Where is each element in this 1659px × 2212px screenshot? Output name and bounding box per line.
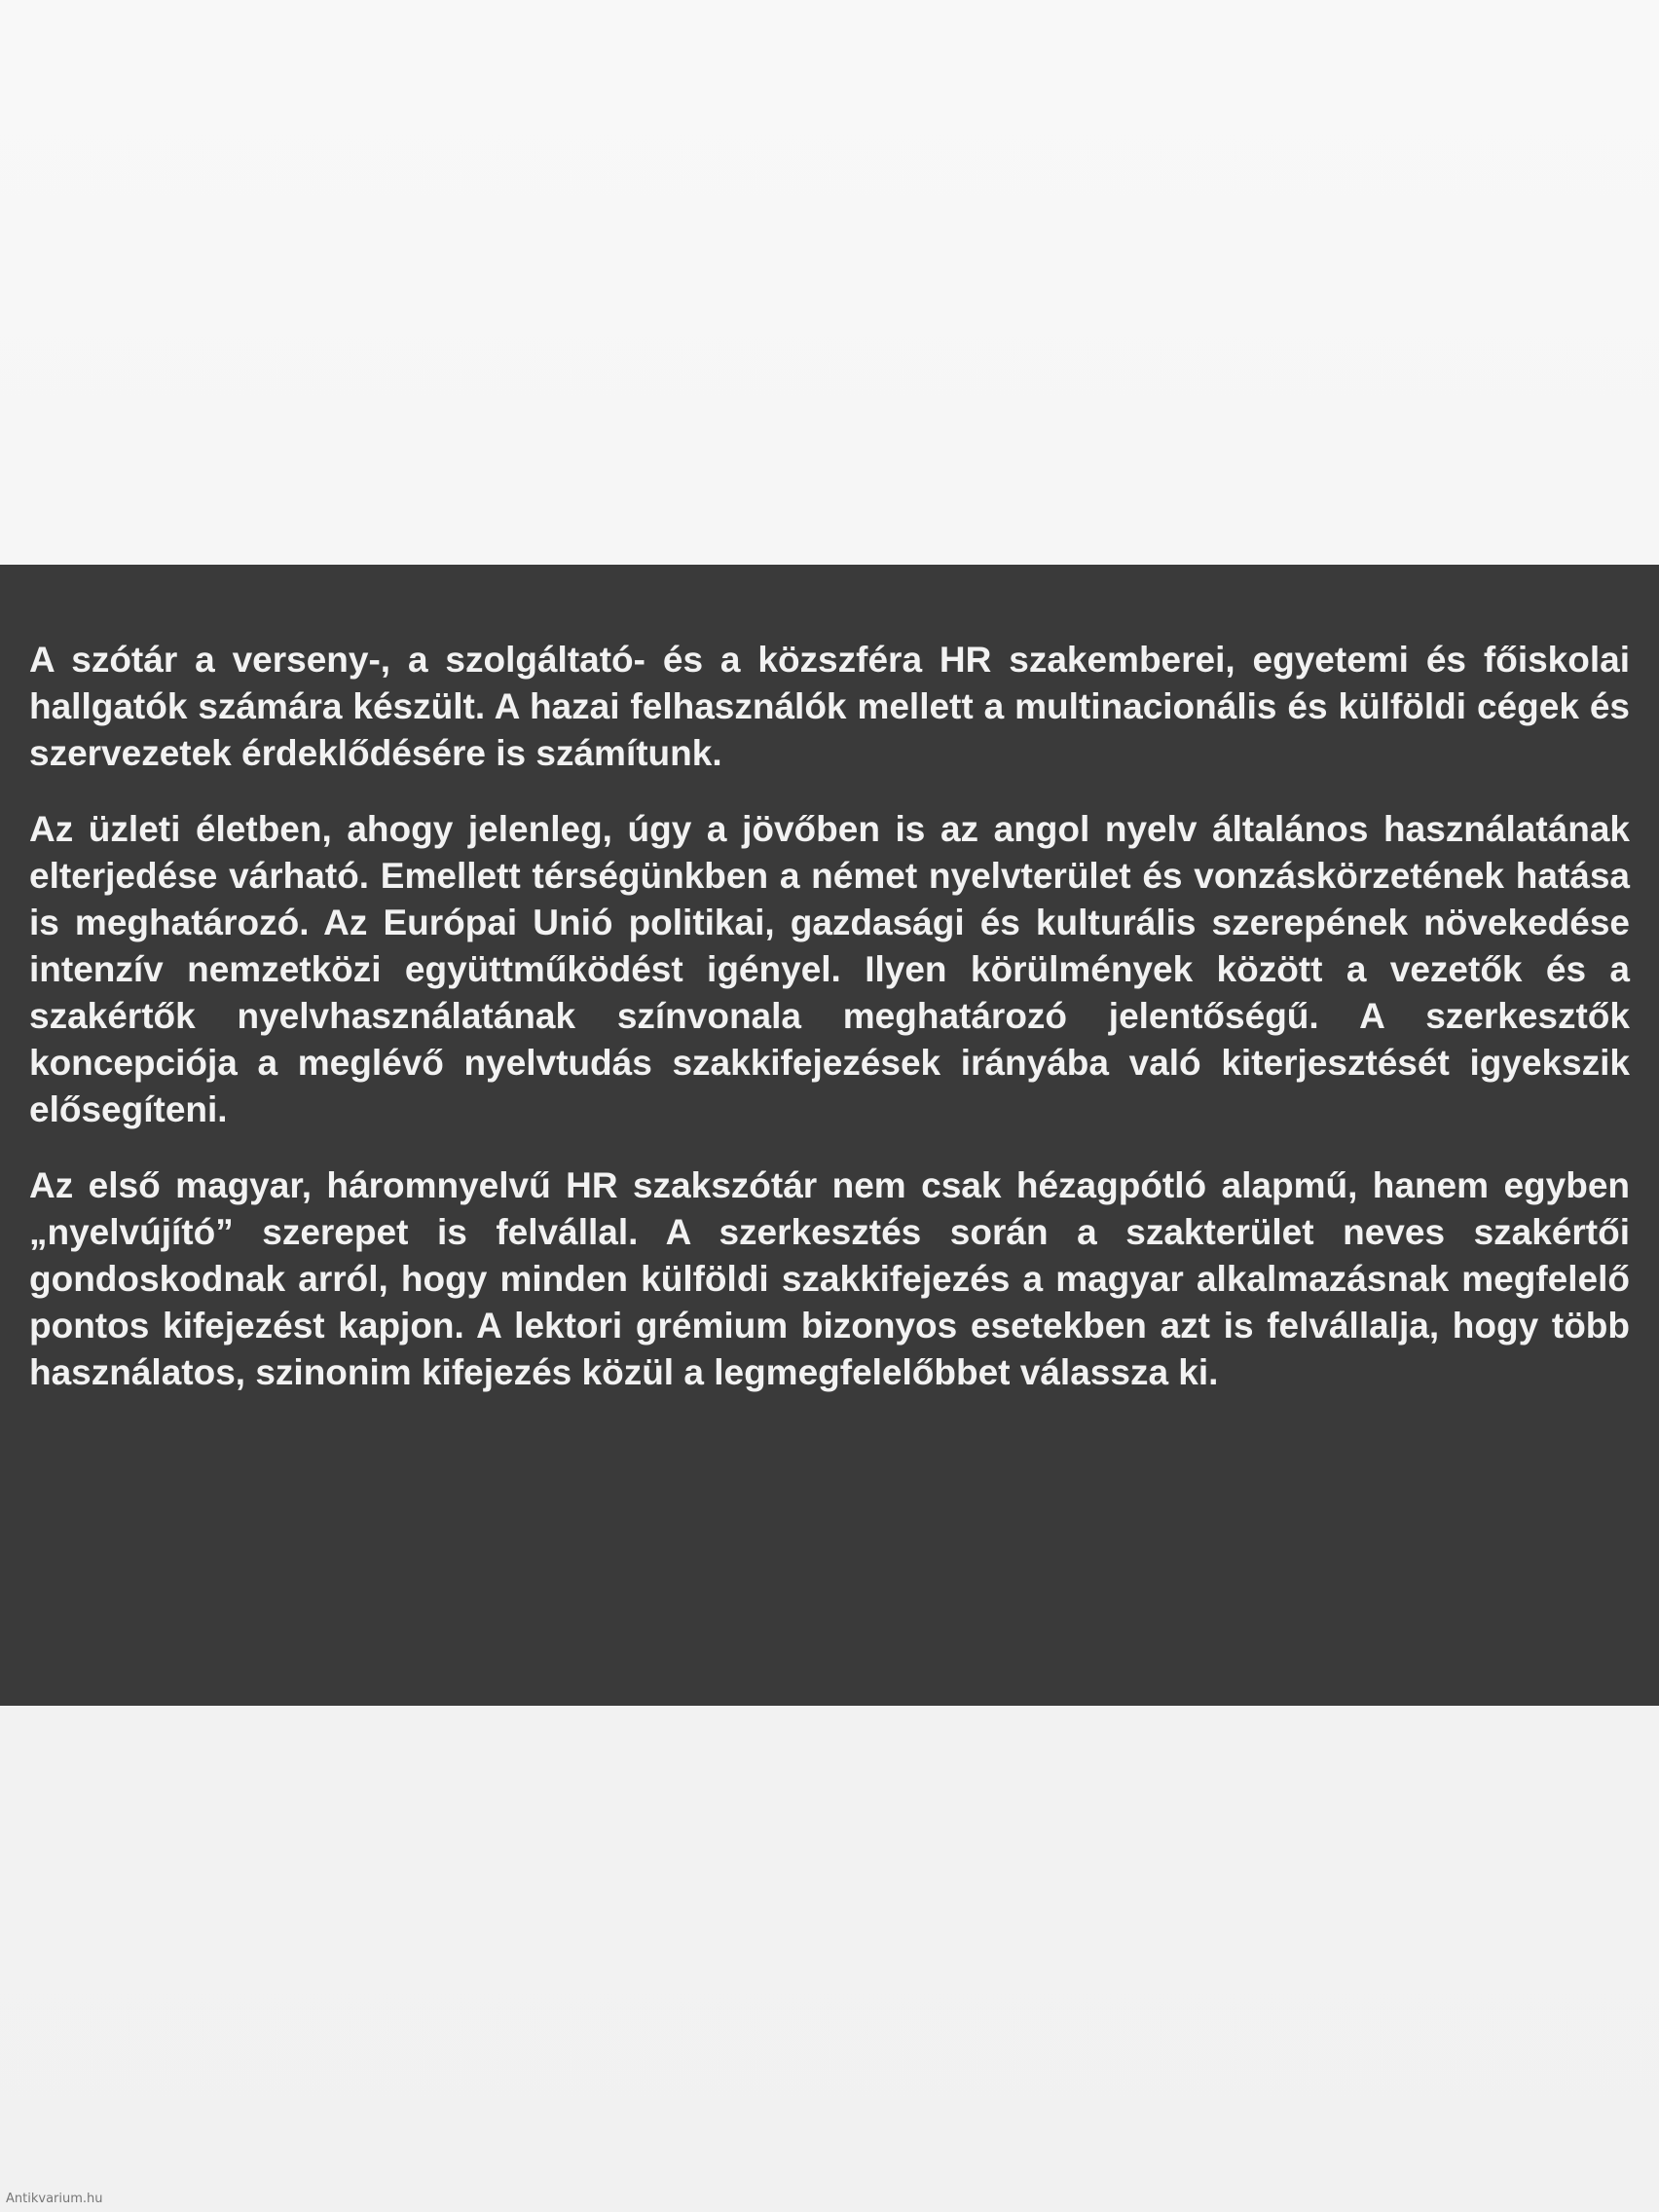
paragraph-purpose: Az első magyar, háromnyelvű HR szakszótár nem csak hézagpótló alapmű, hanem egyben „nyelvújító” szerepet is felvállal. A szerkesztés során a szakterület neves szakértői gondoskodnak arról, hogy minden külföldi szakkifejezés a magyar alkalmazásnak megfelelő pontos kifejezést kapjon. A lektori grémium bizonyos esetekben azt is felvállalja, hogy több használatos, szinonim kifejezés közül a legmegfelelőbbet válassza ki. [29,1165,1630,1392]
watermark: Antikvarium.hu [6,2192,103,2206]
text-band [0,565,1659,1706]
paragraph-intro: A szótár a verseny-, a szolgáltató- és a közszféra HR szakemberei, egyetemi és főiskolai hallgatók számára készült. A hazai felhasználók mellett a multinacionális és külföldi cégek és szervezetek érdeklődésére is számítunk. [29,640,1630,773]
paragraph-context: Az üzleti életben, ahogy jelenleg, úgy a jövőben is az angol nyelv általános használatának elterjedése várható. Emellett térségünkben a német nyelvterület és vonzáskörzetének hatása is meghatározó. Az Európai Unió politikai, gazdasági és kulturális szerepének növekedése intenzív nemzetközi együttműködést igényel. Ilyen körülmények között a vezetők és a szakértők nyelvhasználatának színvonala meghatározó jelentőségű. A szerkesztők koncepciója a meglévő nyelvtudás szakkifejezések irányába való kiterjesztését igyekszik elősegíteni. [29,809,1630,1129]
